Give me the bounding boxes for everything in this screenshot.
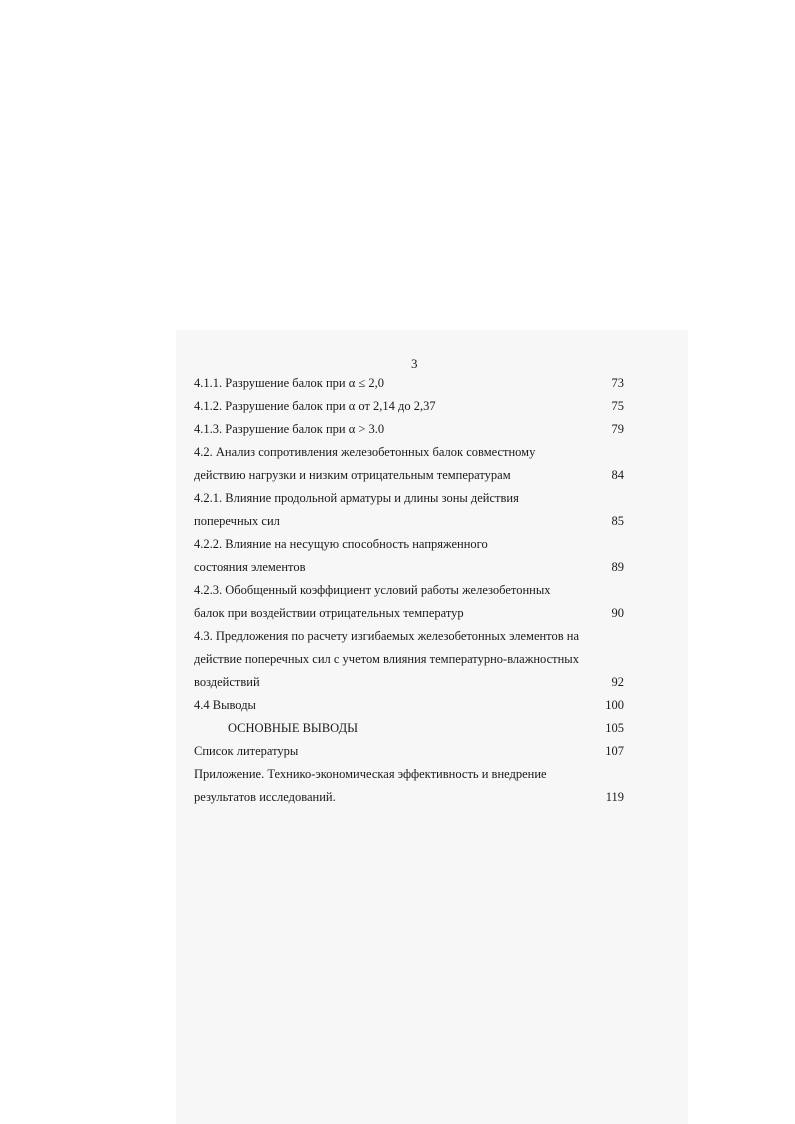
- toc-entry: [194, 395, 624, 418]
- table-of-contents: [194, 372, 624, 809]
- toc-entry-text: воздействий: [194, 675, 260, 689]
- toc-entry-text: ОСНОВНЫЕ ВЫВОДЫ: [228, 721, 359, 735]
- toc-entry-page: 107: [605, 744, 624, 758]
- toc-entry-page: 75: [611, 399, 624, 413]
- toc-entry-text: действие поперечных сил с учетом влияния температурно-влажностных: [194, 652, 579, 666]
- toc-entry-page: 119: [605, 790, 624, 804]
- toc-entry-text: 4.2.3. Обобщенный коэффициент условий работы железобетонных: [194, 583, 551, 597]
- toc-entry-text: 4.2. Анализ сопротивления железобетонных балок совместному: [194, 445, 536, 459]
- toc-entry-page: 73: [611, 376, 624, 390]
- toc-entry-text: 4.1.3. Разрушение балок при α > 3.0: [194, 422, 385, 436]
- toc-entry: [194, 441, 624, 464]
- toc-entry-text: 4.1.1. Разрушение балок при α ≤ 2,0: [194, 376, 384, 390]
- toc-entry-text: Приложение. Технико-экономическая эффективность и внедрение: [194, 767, 547, 781]
- toc-entry-text: состояния элементов: [194, 560, 306, 574]
- toc-entry-text: результатов исследований.: [194, 790, 336, 804]
- toc-entry: [194, 625, 624, 648]
- toc-entry-page: 105: [605, 721, 624, 735]
- toc-entry-text: 4.2.2. Влияние на несущую способность напряженного: [194, 537, 488, 551]
- toc-entry: [194, 487, 624, 510]
- toc-entry: [194, 763, 624, 786]
- toc-entry: [194, 510, 624, 533]
- toc-entry-text: Список литературы: [194, 744, 299, 758]
- toc-entry: [194, 740, 624, 763]
- toc-entry-text: балок при воздействии отрицательных температур: [194, 606, 464, 620]
- toc-entry: [194, 418, 624, 441]
- toc-entry: [194, 533, 624, 556]
- toc-entry: [194, 602, 624, 625]
- toc-entry: [194, 671, 624, 694]
- toc-entry-page: 79: [611, 422, 624, 436]
- toc-entry-text: 4.3. Предложения по расчету изгибаемых железобетонных элементов на: [194, 629, 579, 643]
- toc-entry-text: 4.1.2. Разрушение балок при α от 2,14 до 2,37: [194, 399, 436, 413]
- toc-entry: [194, 464, 624, 487]
- page-number: 3: [411, 356, 418, 371]
- toc-entry-page: 100: [605, 698, 624, 712]
- toc-entry: [194, 648, 624, 671]
- toc-entry: [194, 372, 624, 395]
- toc-entry-text: 4.4 Выводы: [194, 698, 256, 712]
- toc-entry: [194, 694, 624, 717]
- toc-entry-text: 4.2.1. Влияние продольной арматуры и длины зоны действия: [194, 491, 519, 505]
- toc-entry-page: 92: [611, 675, 624, 689]
- toc-entry-text: поперечных сил: [194, 514, 280, 528]
- toc-entry-text: действию нагрузки и низким отрицательным температурам: [194, 468, 511, 482]
- toc-entry-page: 84: [611, 468, 624, 482]
- toc-entry: [194, 556, 624, 579]
- toc-entry: [194, 786, 624, 809]
- toc-entry: [194, 579, 624, 602]
- toc-entry: [194, 717, 624, 740]
- toc-entry-page: 85: [611, 514, 624, 528]
- toc-entry-page: 90: [611, 606, 624, 620]
- toc-entry-page: 89: [611, 560, 624, 574]
